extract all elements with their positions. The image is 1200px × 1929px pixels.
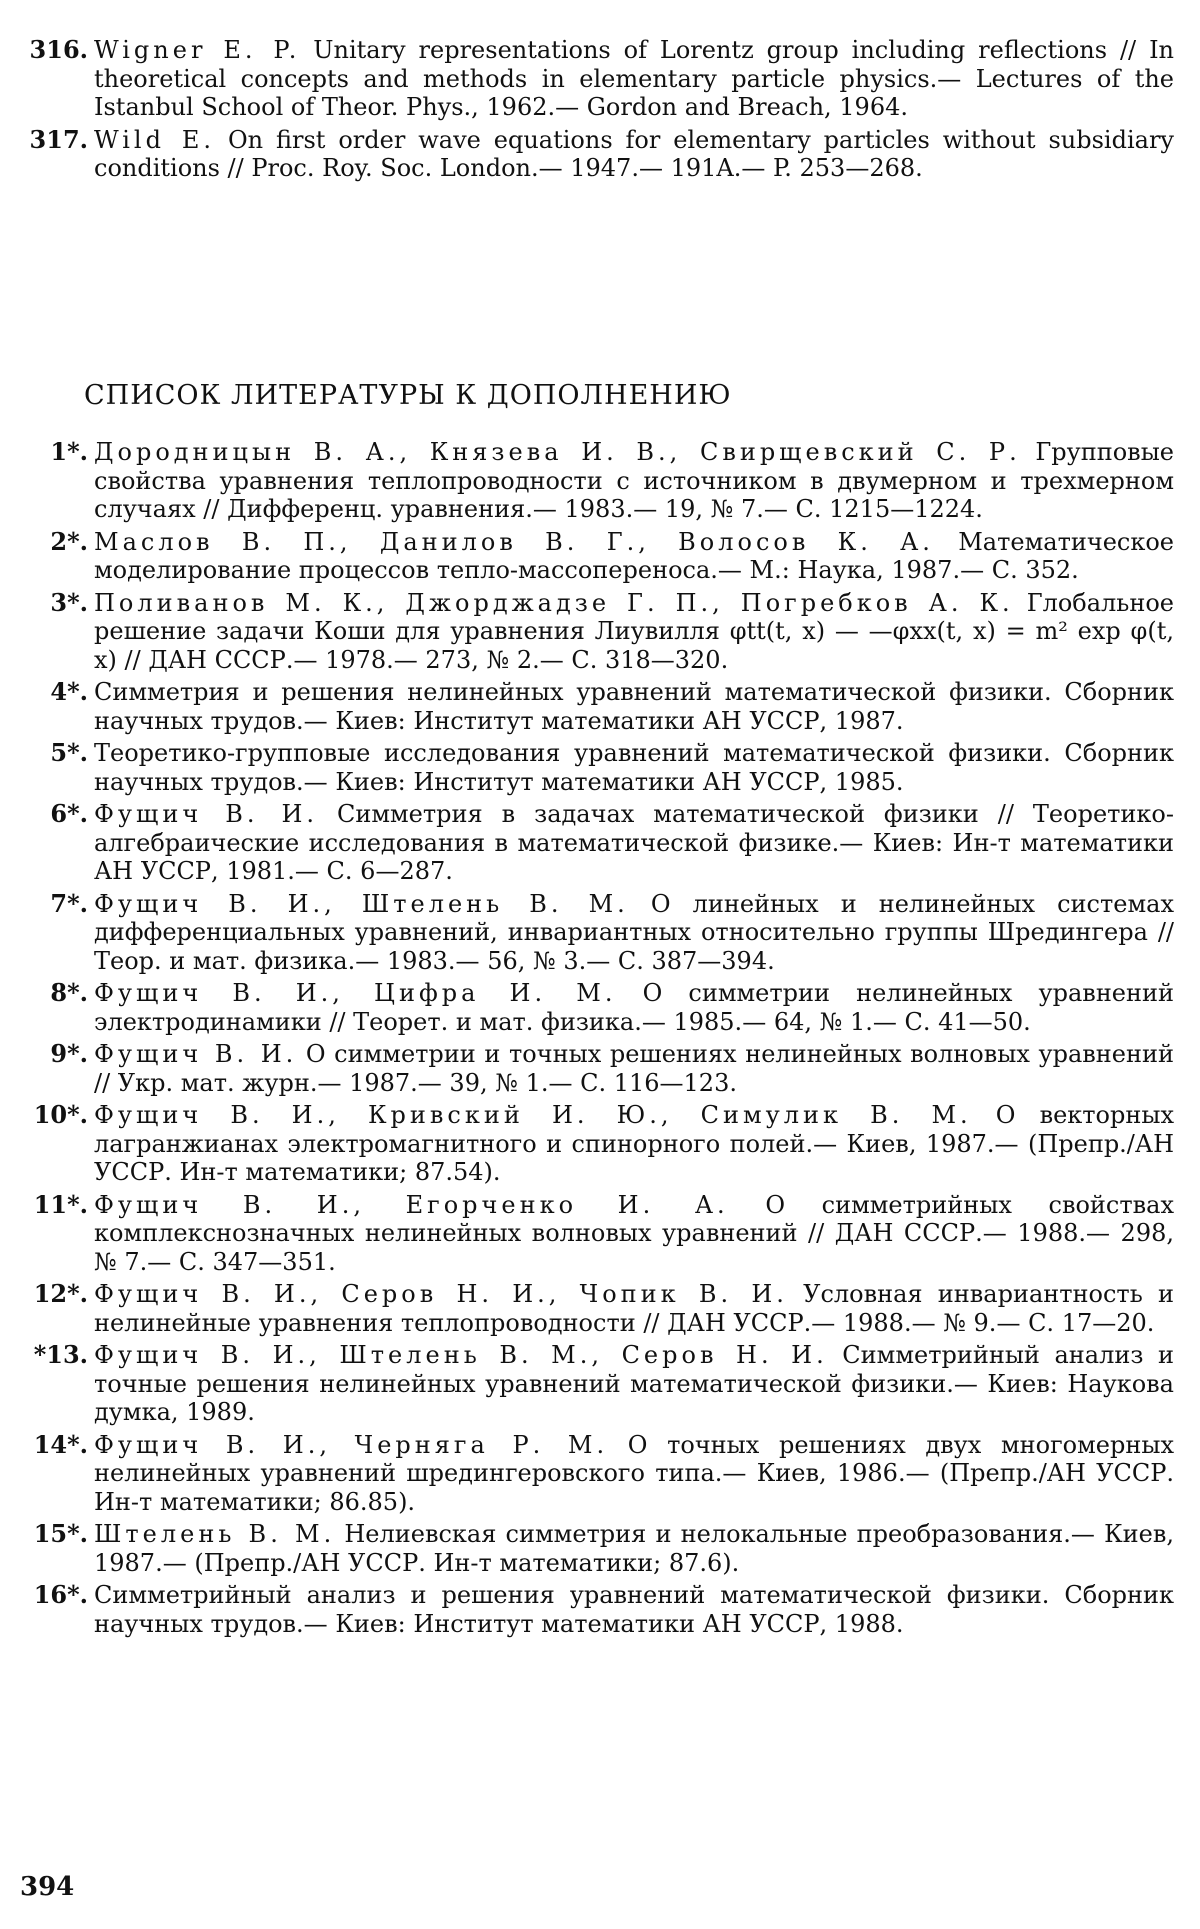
reference-body: Unitary representations of Lorentz group including reflections // In theoretical concepts and methods in elementary particle physics.— Lectures of the Istanbul School of Theor. Phys., 1962.— Gordon and Breach, 1964. [94, 36, 1174, 121]
reference-number: 4*. [22, 678, 88, 707]
reference-author: Фущич В. И., Егорченко И. А. [94, 1191, 729, 1219]
reference-number: 317. [22, 126, 88, 155]
reference-author: Поливанов М. К., Джорджадзе Г. П., Погребков А. К. [94, 589, 1014, 617]
reference-author: Штелень В. М. [94, 1520, 335, 1548]
reference-author: Фущич В. И., Серов Н. И., Чопик В. И. [94, 1280, 788, 1308]
reference-number: 316. [22, 36, 88, 65]
reference-entry [22, 890, 1174, 976]
reference-number: 9*. [22, 1040, 88, 1069]
reference-number: 12*. [22, 1280, 88, 1309]
reference-body: Математическое моделирование процессов тепло-массопереноса.— М.: Наука, 1987.— С. 352. [94, 528, 1174, 585]
reference-body: Глобальное решение задачи Коши для уравнения Лиувилля φtt(t, x) — —φxx(t, x) = m² exp φ(t, x) // ДАН СССР.— 1978.— 273, № 2.— С. 318—320. [94, 589, 1174, 674]
reference-number: 10*. [22, 1101, 88, 1130]
reference-entry [22, 438, 1174, 524]
reference-number: 2*. [22, 528, 88, 557]
reference-number: 8*. [22, 979, 88, 1008]
reference-number: 1*. [22, 438, 88, 467]
reference-body: Условная инвариантность и нелинейные уравнения теплопроводности // ДАН УССР.— 1988.— № 9.— С. 17—20. [94, 1280, 1174, 1337]
reference-number: 5*. [22, 739, 88, 768]
reference-entry [22, 1040, 1174, 1097]
reference-entry [22, 1341, 1174, 1427]
reference-body: О точных решениях двух многомерных нелинейных уравнений шредингеровского типа.— Киев, 1986.— (Препр./АН УССР. Ин-т математики; 86.85). [94, 1431, 1174, 1516]
reference-entry [22, 1431, 1174, 1517]
supplement-reference-list [22, 438, 1174, 1642]
reference-entry [22, 1581, 1174, 1638]
reference-author: Фущич В. И. [94, 800, 318, 828]
reference-entry [22, 1101, 1174, 1187]
book-page [0, 0, 1200, 1929]
reference-body: Нелиевская симметрия и нелокальные преобразования.— Киев, 1987.— (Препр./АН УССР. Ин-т математики; 87.6). [94, 1520, 1174, 1577]
top-reference-list [22, 36, 1174, 187]
reference-number: 6*. [22, 800, 88, 829]
reference-body: Симметрийный анализ и решения уравнений математической физики. Сборник научных трудов.— Киев: Институт математики АН УССР, 1988. [94, 1581, 1174, 1638]
reference-author: Фущич В. И., Штелень В. М., Серов Н. И. [94, 1341, 828, 1369]
reference-body: Групповые свойства уравнения теплопроводности с источником в двумерном и трехмерном случаях // Дифференц. уравнения.— 1983.— 19, № 7.— С. 1215—1224. [94, 438, 1174, 523]
reference-body: Симметрия и решения нелинейных уравнений математической физики. Сборник научных трудов.— Киев: Институт математики АН УССР, 1987. [94, 678, 1174, 735]
reference-entry [22, 979, 1174, 1036]
reference-author: Wild E. [94, 126, 215, 154]
reference-entry [22, 36, 1174, 122]
reference-body: Симметрия в задачах математической физики // Теоретико-алгебраические исследования в математической физике.— Киев: Ин-т математики АН УССР, 1981.— С. 6—287. [94, 800, 1174, 885]
reference-entry [22, 739, 1174, 796]
reference-author: Фущич В. И., Черняга Р. М. [94, 1431, 608, 1459]
reference-body: Симметрийный анализ и точные решения нелинейных уравнений математической физики.— Киев: Наукова думка, 1989. [94, 1341, 1174, 1426]
reference-number: 14*. [22, 1431, 88, 1460]
reference-body: On first order wave equations for elementary particles without subsidiary conditions // Proc. Roy. Soc. London.— 1947.— 191A.— P. 253—268. [94, 126, 1174, 183]
reference-entry [22, 589, 1174, 675]
reference-number: 7*. [22, 890, 88, 919]
reference-entry [22, 1520, 1174, 1577]
reference-body: О линейных и нелинейных системах дифференциальных уравнений, инвариантных относительно группы Шредингера // Теор. и мат. физика.— 1983.— 56, № 3.— С. 387—394. [94, 890, 1174, 975]
reference-entry [22, 678, 1174, 735]
section-title: СПИСОК ЛИТЕРАТУРЫ К ДОПОЛНЕНИЮ [84, 380, 732, 411]
reference-author: Маслов В. П., Данилов В. Г., Волосов К. А. [94, 528, 934, 556]
reference-entry [22, 1280, 1174, 1337]
reference-body: О симметрии нелинейных уравнений электродинамики // Теорет. и мат. физика.— 1985.— 64, № 1.— С. 41—50. [94, 979, 1174, 1036]
reference-number: 3*. [22, 589, 88, 618]
reference-author: Дородницын В. А., Князева И. В., Свирщевский С. Р. [94, 438, 1021, 466]
reference-body: О симметрии и точных решениях нелинейных волновых уравнений // Укр. мат. журн.— 1987.— 39, № 1.— С. 116—123. [94, 1040, 1174, 1097]
reference-author: Фущич В. И. [94, 1040, 297, 1068]
reference-entry [22, 126, 1174, 183]
reference-entry [22, 1191, 1174, 1277]
reference-number: 16*. [22, 1581, 88, 1610]
reference-body: О векторных лагранжианах электромагнитного и спинорного полей.— Киев, 1987.— (Препр./АН УССР. Ин-т математики; 87.54). [94, 1101, 1174, 1186]
reference-entry [22, 800, 1174, 886]
reference-entry [22, 528, 1174, 585]
reference-body: Теоретико-групповые исследования уравнений математической физики. Сборник научных трудов.— Киев: Институт математики АН УССР, 1985. [94, 739, 1174, 796]
page-number: 394 [20, 1872, 74, 1902]
reference-author: Wigner E. P. [94, 36, 300, 64]
reference-author: Фущич В. И., Штелень В. М. [94, 890, 629, 918]
reference-author: Фущич В. И., Кривский И. Ю., Симулик В. М. [94, 1101, 972, 1129]
reference-number: 15*. [22, 1520, 88, 1549]
reference-author: Фущич В. И., Цифра И. М. [94, 979, 616, 1007]
reference-body: О симметрийных свойствах комплекснозначных нелинейных волновых уравнений // ДАН СССР.— 1988.— 298, № 7.— С. 347—351. [94, 1191, 1174, 1276]
reference-number: 11*. [22, 1191, 88, 1220]
reference-number: *13. [22, 1341, 88, 1370]
